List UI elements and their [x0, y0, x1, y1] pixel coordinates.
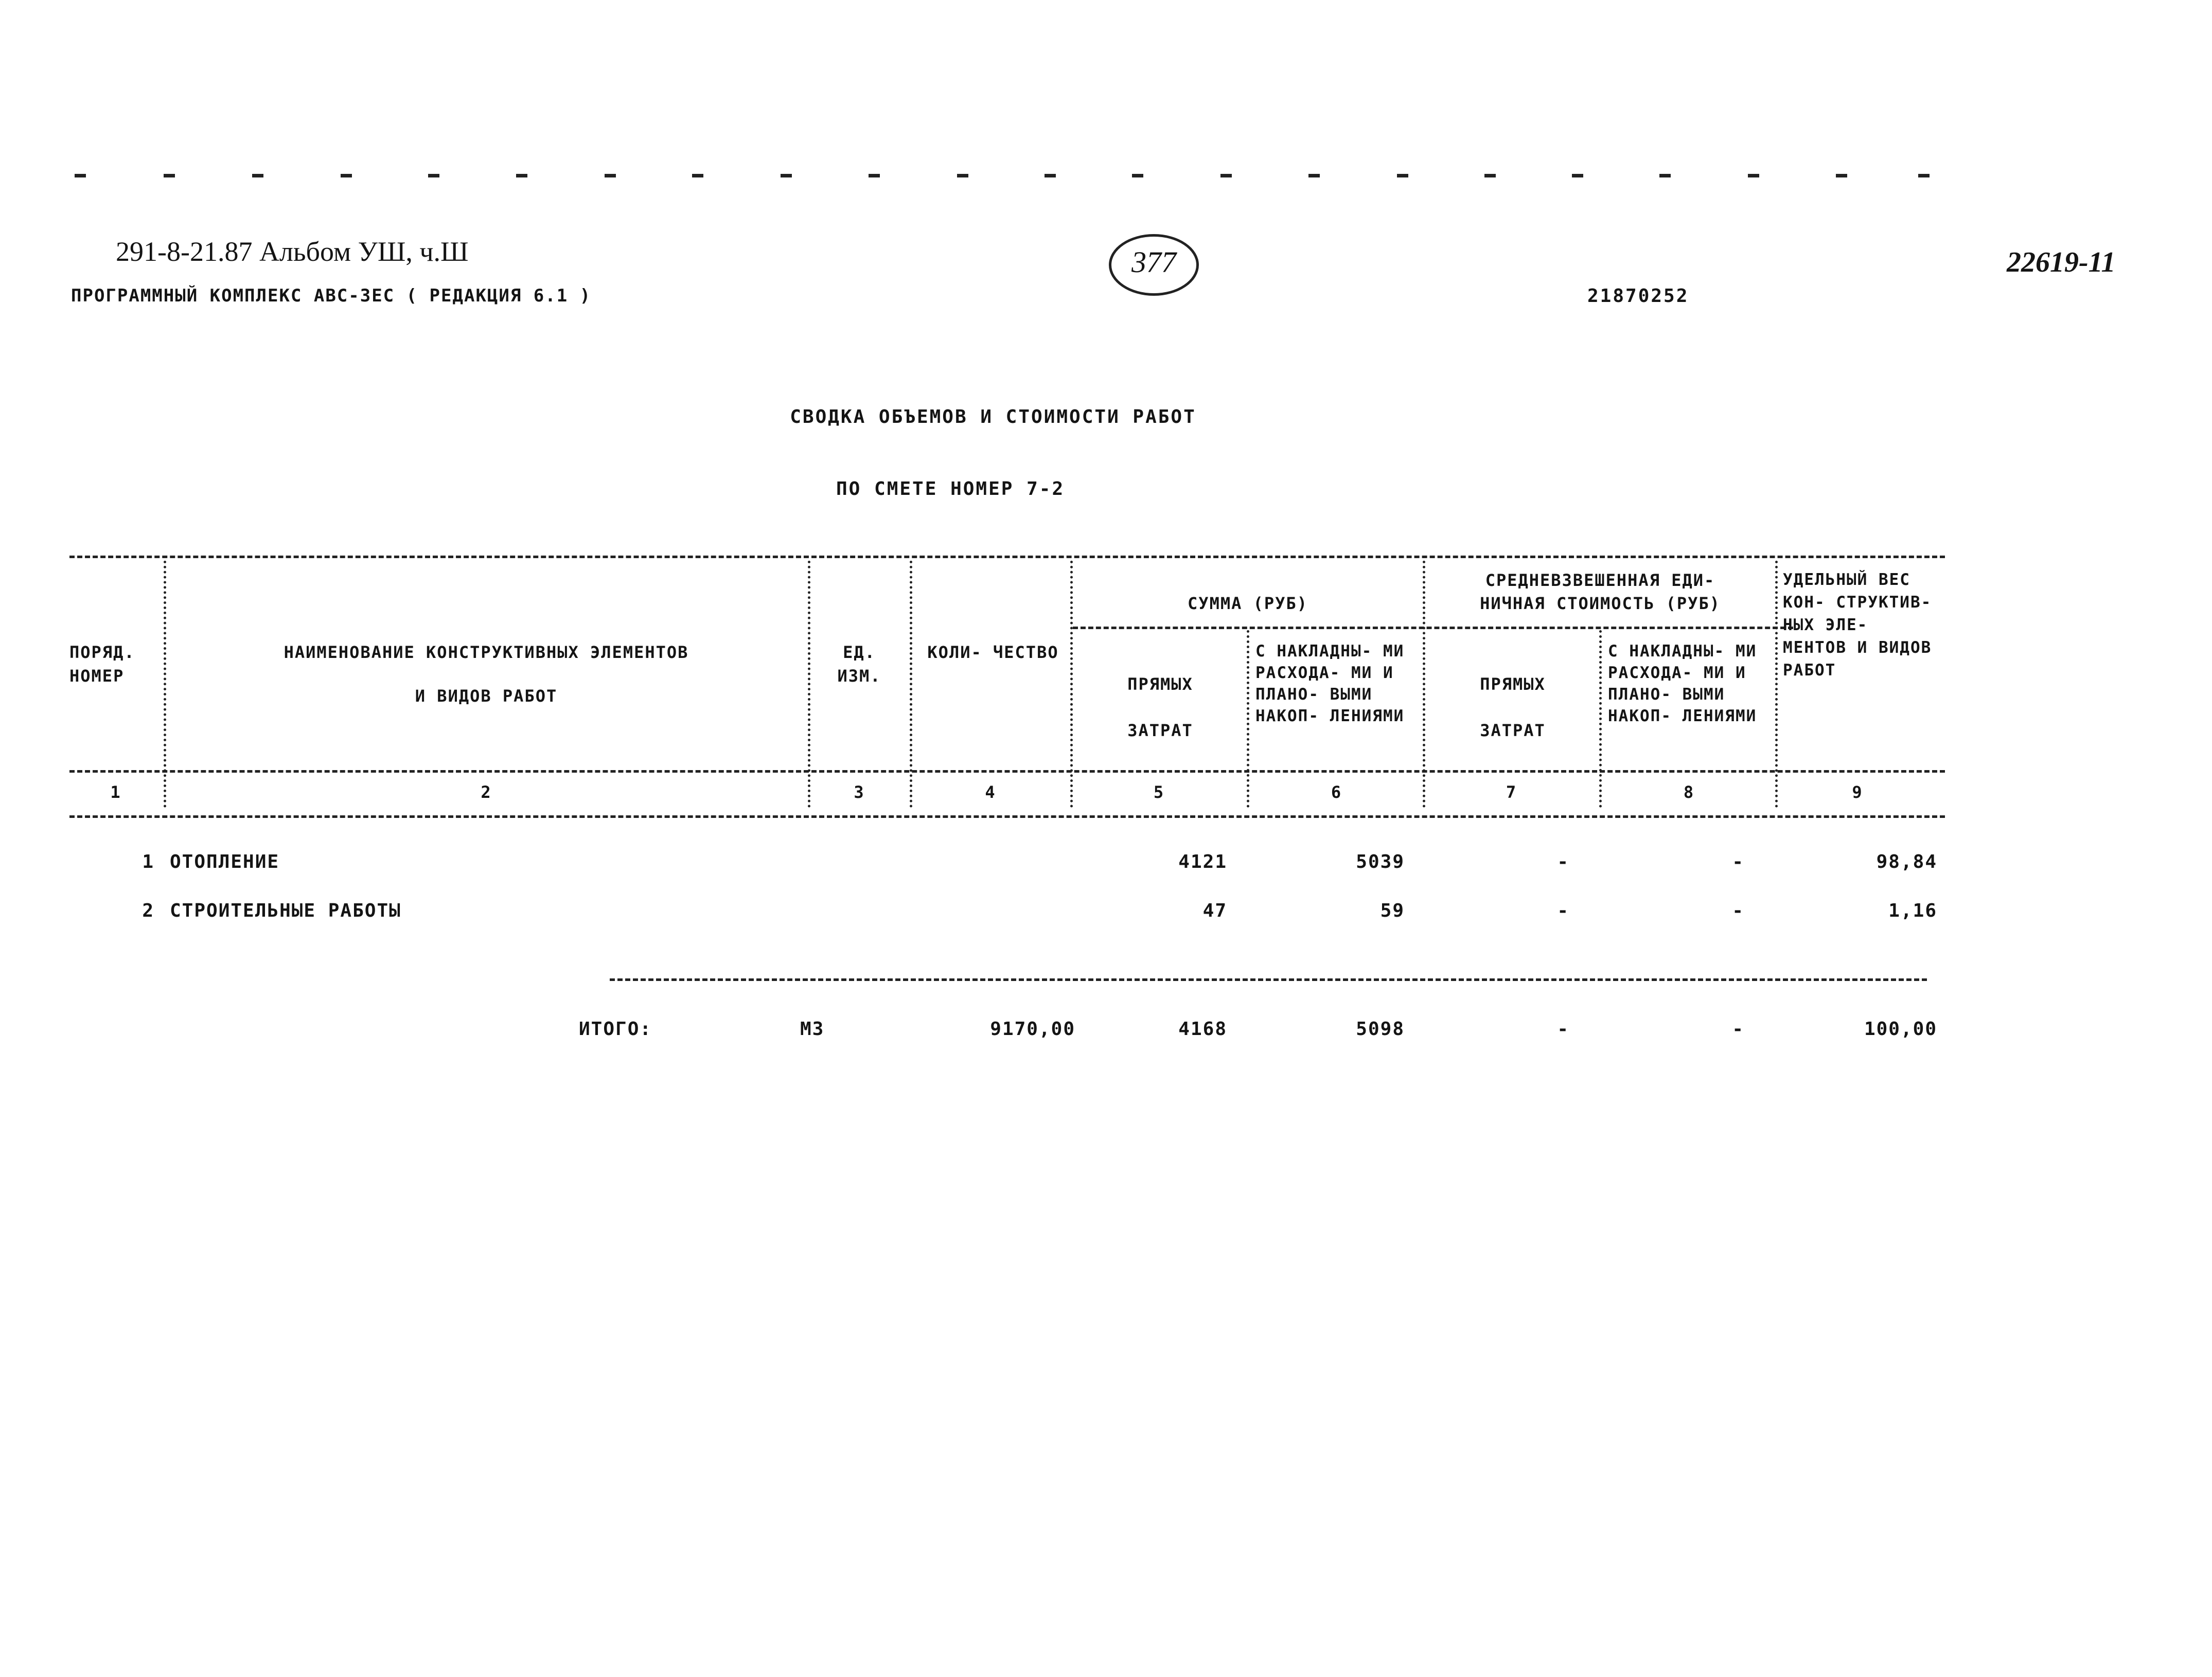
number-row-rule: [69, 815, 1945, 818]
header-name-line2: И ВИДОВ РАБОТ: [415, 686, 558, 706]
column-divider: [1775, 561, 1778, 808]
dash-mark: [1836, 174, 1847, 177]
dash-mark: [1572, 174, 1583, 177]
column-divider: [808, 561, 810, 808]
dash-mark: [692, 174, 703, 177]
header-avg-direct: ПРЯМЫХ ЗАТРАТ: [1480, 674, 1546, 740]
row-share: 1,16: [1888, 900, 1937, 921]
header-direct-cost: ПРЯМЫХ ЗАТРАТ: [1127, 674, 1193, 740]
column-number: 1: [110, 782, 121, 802]
dash-mark: [1748, 174, 1759, 177]
column-number: 5: [1153, 782, 1165, 802]
header-avg-overhead: С НАКЛАДНЫ- МИ РАСХОДА- МИ И ПЛАНО- ВЫМИ НАКОП- ЛЕНИЯМИ: [1608, 642, 1757, 725]
column-divider: [1423, 561, 1425, 808]
row-avg-overhead: -: [1732, 900, 1744, 921]
column-number: 4: [985, 782, 996, 802]
dash-mark: [341, 174, 352, 177]
page-subtitle: ПО СМЕТЕ НОМЕР 7-2: [836, 478, 1065, 499]
header-sum-group: СУММА (РУБ): [1188, 594, 1308, 613]
dash-mark: [1484, 174, 1496, 177]
total-quantity: 9170,00: [990, 1019, 1075, 1040]
page-number: 377: [1109, 234, 1199, 296]
header-unit: ЕД. ИЗМ.: [837, 643, 881, 686]
total-label: ИТОГО:: [579, 1019, 652, 1040]
row-avg-direct: -: [1557, 851, 1569, 872]
row-direct: 4121: [1178, 851, 1227, 872]
header-avg-group-line1: СРЕДНЕВЗВЕШЕННАЯ ЕДИ-: [1485, 570, 1715, 590]
column-divider: [164, 561, 166, 808]
dash-mark: [75, 174, 86, 177]
column-divider: [1247, 630, 1249, 808]
dash-mark: [252, 174, 263, 177]
column-number: 7: [1506, 782, 1517, 802]
header-name-line1: НАИМЕНОВАНИЕ КОНСТРУКТИВНЫХ ЭЛЕМЕНТОВ: [284, 643, 689, 662]
column-number: 6: [1331, 782, 1342, 802]
dash-mark: [1132, 174, 1143, 177]
row-number: 1: [142, 851, 154, 872]
total-direct: 4168: [1178, 1019, 1227, 1040]
header-avg-group-line2: НИЧНАЯ СТОИМОСТЬ (РУБ): [1480, 594, 1721, 613]
header-share: УДЕЛЬНЫЙ ВЕС КОН- СТРУКТИВ- НЫХ ЭЛЕ- МЕНТОВ И ВИДОВ РАБОТ: [1783, 570, 1932, 680]
total-unit: М3: [800, 1019, 825, 1040]
dash-mark: [1397, 174, 1408, 177]
dash-mark: [605, 174, 616, 177]
dash-mark: [781, 174, 792, 177]
row-avg-overhead: -: [1732, 851, 1744, 872]
column-number: 8: [1683, 782, 1695, 802]
dash-mark: [428, 174, 439, 177]
header-bottom-rule: [69, 770, 1945, 773]
header-overhead-cost: С НАКЛАДНЫ- МИ РАСХОДА- МИ И ПЛАНО- ВЫМИ НАКОП- ЛЕНИЯМИ: [1255, 642, 1405, 725]
dash-mark: [516, 174, 527, 177]
program-line: ПРОГРАММНЫЙ КОМПЛЕКС АВС-3ЕС ( РЕДАКЦИЯ 6.1 ): [71, 286, 592, 306]
total-overhead: 5098: [1356, 1019, 1405, 1040]
dash-mark: [1918, 174, 1930, 177]
document-stamp: 291-8-21.87 Альбом УШ, ч.Ш: [116, 236, 469, 267]
row-avg-direct: -: [1557, 900, 1569, 921]
page-title: СВОДКА ОБЪЕМОВ И СТОИМОСТИ РАБОТ: [790, 406, 1196, 427]
dash-mark: [957, 174, 968, 177]
dash-mark: [164, 174, 175, 177]
column-divider: [910, 561, 912, 808]
row-direct: 47: [1202, 900, 1227, 921]
total-avg-overhead: -: [1732, 1019, 1744, 1040]
dash-mark: [1308, 174, 1320, 177]
total-share: 100,00: [1864, 1019, 1937, 1040]
header-order-number: ПОРЯД. НОМЕР: [69, 643, 135, 686]
row-number: 2: [142, 900, 154, 921]
column-number: 2: [481, 782, 492, 802]
handwritten-note: 22619-11: [2007, 246, 2116, 278]
column-number: 9: [1852, 782, 1863, 802]
table-top-rule: [69, 556, 1945, 558]
row-overhead: 5039: [1356, 851, 1405, 872]
row-name: ОТОПЛЕНИЕ: [170, 851, 280, 872]
column-divider: [1599, 630, 1602, 808]
dash-mark: [1220, 174, 1232, 177]
header-quantity: КОЛИ- ЧЕСТВО: [927, 643, 1059, 662]
row-share: 98,84: [1876, 851, 1937, 872]
dash-mark: [869, 174, 880, 177]
document-code: 21870252: [1587, 286, 1689, 307]
dash-mark: [1659, 174, 1671, 177]
row-name: СТРОИТЕЛЬНЫЕ РАБОТЫ: [170, 900, 401, 921]
column-number: 3: [854, 782, 865, 802]
row-overhead: 59: [1380, 900, 1405, 921]
total-avg-direct: -: [1557, 1019, 1569, 1040]
total-rule: [610, 978, 1927, 981]
dash-mark: [1045, 174, 1056, 177]
group-header-rule: [1073, 627, 1793, 629]
column-divider: [1070, 561, 1073, 808]
